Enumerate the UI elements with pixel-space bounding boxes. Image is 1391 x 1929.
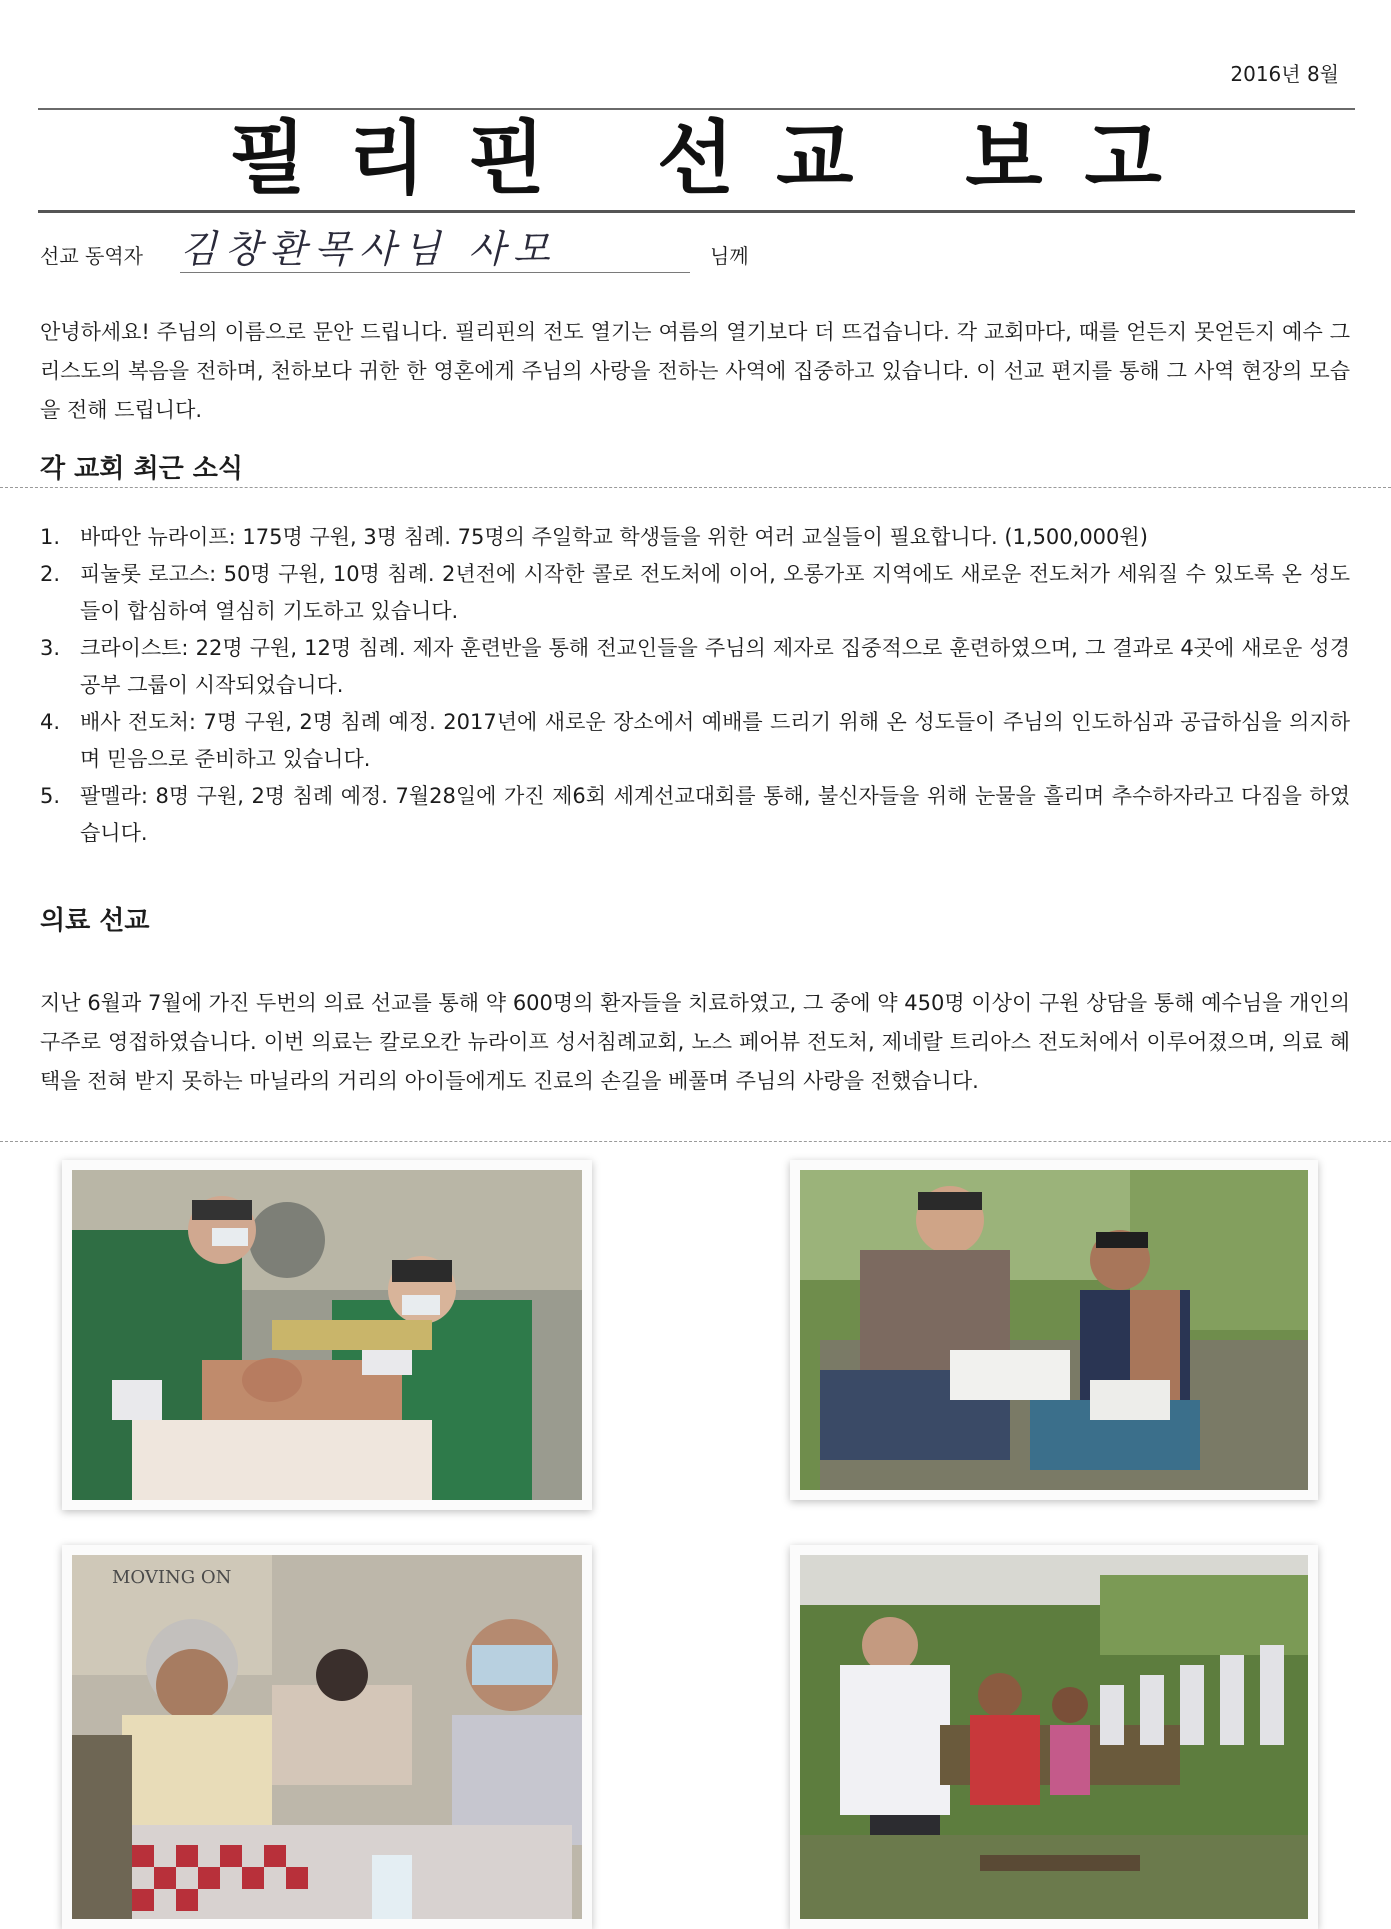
news-list xyxy=(40,519,1350,852)
photo-waiting-patients-image xyxy=(800,1555,1308,1919)
photo-dental-treatment xyxy=(62,1160,592,1510)
news-heading: 각 교회 최근 소식 xyxy=(40,454,243,484)
fold-line xyxy=(0,1141,1391,1142)
list-number: 4. xyxy=(40,710,61,734)
list-number: 2. xyxy=(40,562,61,586)
moving-on-banner: MOVING ON xyxy=(112,1567,232,1588)
list-text: 배사 전도처: 7명 구원, 2명 침례 예정. 2017년에 새로운 장소에서 예배를 드리기 위해 온 성도들이 주님의 인도하심과 공급하심을 의지하며 믿음으로 준비하고 있습니다. xyxy=(80,710,1350,771)
photo-waiting-patients xyxy=(790,1545,1318,1929)
list-number: 3. xyxy=(40,636,61,660)
recipient-label: 선교 동역자 xyxy=(40,244,143,268)
list-item xyxy=(40,630,1350,704)
list-number: 1. xyxy=(40,525,61,549)
report-date: 2016년 8월 xyxy=(1230,62,1339,86)
recipient-suffix: 님께 xyxy=(710,244,749,268)
photo-counseling-image xyxy=(800,1170,1308,1490)
list-item xyxy=(40,519,1350,556)
photo-counseling xyxy=(790,1160,1318,1500)
photo-registration xyxy=(62,1545,592,1929)
medical-paragraph: 지난 6월과 7월에 가진 두번의 의료 선교를 통해 약 600명의 환자들을 치료하였고, 그 중에 약 450명 이상이 구원 상담을 통해 예수님을 개인의 구주로 영접하였습니다. 이번 의료는 칼로오칸 뉴라이프 성서침례교회, 노스 페어뷰 전도처, 제네랄 트리아스 전도처에서 이루어졌으며, 의료 혜택을 전혀 받지 못하는 마닐라의 거리의 아이들에게도 진료의 손길을 베풀며 주님의 사랑을 전했습니다. xyxy=(40,991,1350,1093)
list-item xyxy=(40,704,1350,778)
handwritten-recipient-name: 김창환목사님 사모 xyxy=(180,226,690,273)
medical-heading: 의료 선교 xyxy=(40,906,150,936)
photo-dental-treatment-image xyxy=(72,1170,582,1500)
fold-line xyxy=(0,487,1391,488)
list-text: 피눌롯 로고스: 50명 구원, 10명 침례. 2년전에 시작한 콜로 전도처에 이어, 오롱가포 지역에도 새로운 전도처가 세워질 수 있도록 온 성도들이 합심하여 열심히 기도하고 있습니다. xyxy=(80,562,1350,623)
list-item xyxy=(40,556,1350,630)
list-number: 5. xyxy=(40,784,61,808)
title-bottom-rule xyxy=(38,210,1355,213)
page-title: 필리핀 선교 보고 xyxy=(229,112,1204,205)
recipient-line xyxy=(40,228,760,278)
photo-registration-image xyxy=(72,1555,582,1919)
list-item xyxy=(40,778,1350,852)
intro-paragraph: 안녕하세요! 주님의 이름으로 문안 드립니다. 필리핀의 전도 열기는 여름의 열기보다 더 뜨겁습니다. 각 교회마다, 때를 얻든지 못얻든지 예수 그리스도의 복음을 전하며, 천하보다 귀한 한 영혼에게 주님의 사랑을 전하는 사역에 집중하고 있습니다. 이 선교 편지를 통해 그 사역 현장의 모습을 전해 드립니다. xyxy=(40,320,1350,422)
list-text: 바따안 뉴라이프: 175명 구원, 3명 침례. 75명의 주일학교 학생들을 위한 여러 교실들이 필요합니다. (1,500,000원) xyxy=(80,525,1148,549)
list-text: 팔멜라: 8명 구원, 2명 침례 예정. 7월28일에 가진 제6회 세계선교대회를 통해, 불신자들을 위해 눈물을 흘리며 추수하자라고 다짐을 하였습니다. xyxy=(80,784,1350,845)
list-text: 크라이스트: 22명 구원, 12명 침례. 제자 훈련반을 통해 전교인들을 주님의 제자로 집중적으로 훈련하였으며, 그 결과로 4곳에 새로운 성경공부 그룹이 시작되었습니다. xyxy=(80,636,1350,697)
